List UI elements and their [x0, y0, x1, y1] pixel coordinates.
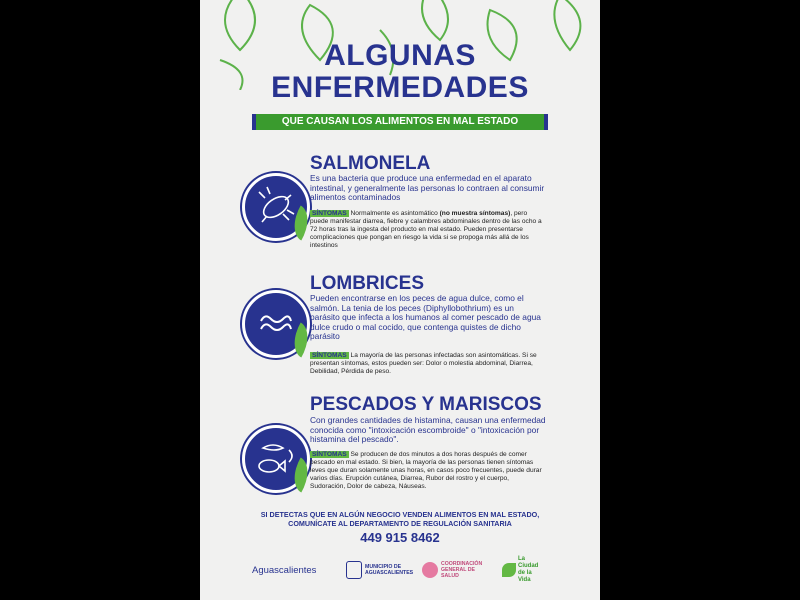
municipio-seal-icon	[346, 561, 362, 579]
disease-description-salmonela: Es una bacteria que produce una enfermedad en el aparato intestinal, y generalmente las personas lo contraen al consumir alimentos contaminados	[310, 173, 545, 203]
poster	[200, 0, 600, 600]
municipio-logo-text: MUNICIPIO DE AGUASCALIENTES	[365, 564, 414, 576]
coordinacion-salud-logo	[422, 556, 489, 584]
municipio-logo	[346, 556, 413, 584]
disease-name-lombrices: LOMBRICES	[310, 273, 424, 294]
symptoms-label: SÍNTOMAS	[312, 352, 347, 359]
ciudad-de-la-vida-logo	[502, 556, 544, 584]
symptoms-salmonela	[310, 210, 546, 250]
disease-description-lombrices: Pueden encontrarse en los peces de agua dulce, como el salmón. La tenia de los peces (Diphyllobothrium) es un parásito que infecta a los humanos al comer pescado de agua dulce crudo o mal cocido, que contenga quistes de dicho parásito	[310, 293, 541, 342]
aguascalientes-logo	[252, 556, 316, 584]
subtitle-banner: QUE CAUSAN LOS ALIMENTOS EN MAL ESTADO	[252, 114, 548, 130]
symptoms-text: La mayoría de las personas infectadas son asintomáticas. Si se presentan síntomas, estos pueden ser: Dolor o molestia abdominal, Diarrea, Debilidad, Pérdida de peso.	[310, 352, 537, 375]
page-title-line2: ENFERMEDADES	[271, 71, 529, 104]
health-flower-icon	[422, 562, 438, 578]
coordinacion-logo-text: COORDINACIÓN GENERAL DE SALUD	[441, 561, 483, 579]
symptoms-label: SÍNTOMAS	[312, 210, 347, 217]
alert-line1: SI DETECTAS QUE EN ALGÚN NEGOCIO VENDEN ALIMENTOS EN MAL ESTADO,	[260, 510, 540, 519]
symptoms-text: Se producen de dos minutos a dos horas después de comer pescado en mal estado. Si bien, la mayoría de las personas tienen síntomas leves que duran solamente unas horas, en casos poco frecuentes, puede durar varios días. Erupción cutánea, Diarrea, Rubor del rostro y el cuerpo, Sudoración, Dolor de cabeza, Náuseas.	[310, 451, 542, 490]
ciudad-vida-icon	[502, 563, 516, 577]
phone-number: 449 915 8462	[360, 530, 440, 545]
disease-name-salmonela: SALMONELA	[310, 153, 431, 174]
ciudad-logo-text: La Ciudad de la Vida	[518, 556, 539, 583]
symptoms-pescados-mariscos	[310, 451, 546, 491]
alert-line2: COMUNÍCATE AL DEPARTAMENTO DE REGULACIÓN SANITARIA	[288, 519, 512, 528]
symptoms-bold: (no muestra síntomas)	[439, 210, 511, 217]
symptoms-text: Normalmente es asintomático	[350, 210, 440, 217]
symptoms-text: , pero puede manifestar diarrea, fiebre y calambres abdominales dentro de las ocho a 72 horas tras la ingesta del producto en mal estado. Pueden presentarse complicaciones que pongan en riesgo la vida si se propoga más allá de los intestinos	[310, 210, 542, 249]
disease-name-pescados-mariscos: PESCADOS Y MARISCOS	[310, 394, 542, 415]
aguascalientes-logo-text: Aguascalientes	[252, 564, 317, 576]
symptoms-label: SÍNTOMAS	[312, 451, 347, 458]
page-title-line1: ALGUNAS	[324, 39, 476, 72]
symptoms-lombrices	[310, 352, 546, 376]
alert-message	[230, 510, 570, 528]
disease-description-pescados-mariscos: Con grandes cantidades de histamina, causan una enfermedad conocida como "intoxicación escombroide" o "intoxicación por histamina del pescado".	[310, 415, 546, 445]
